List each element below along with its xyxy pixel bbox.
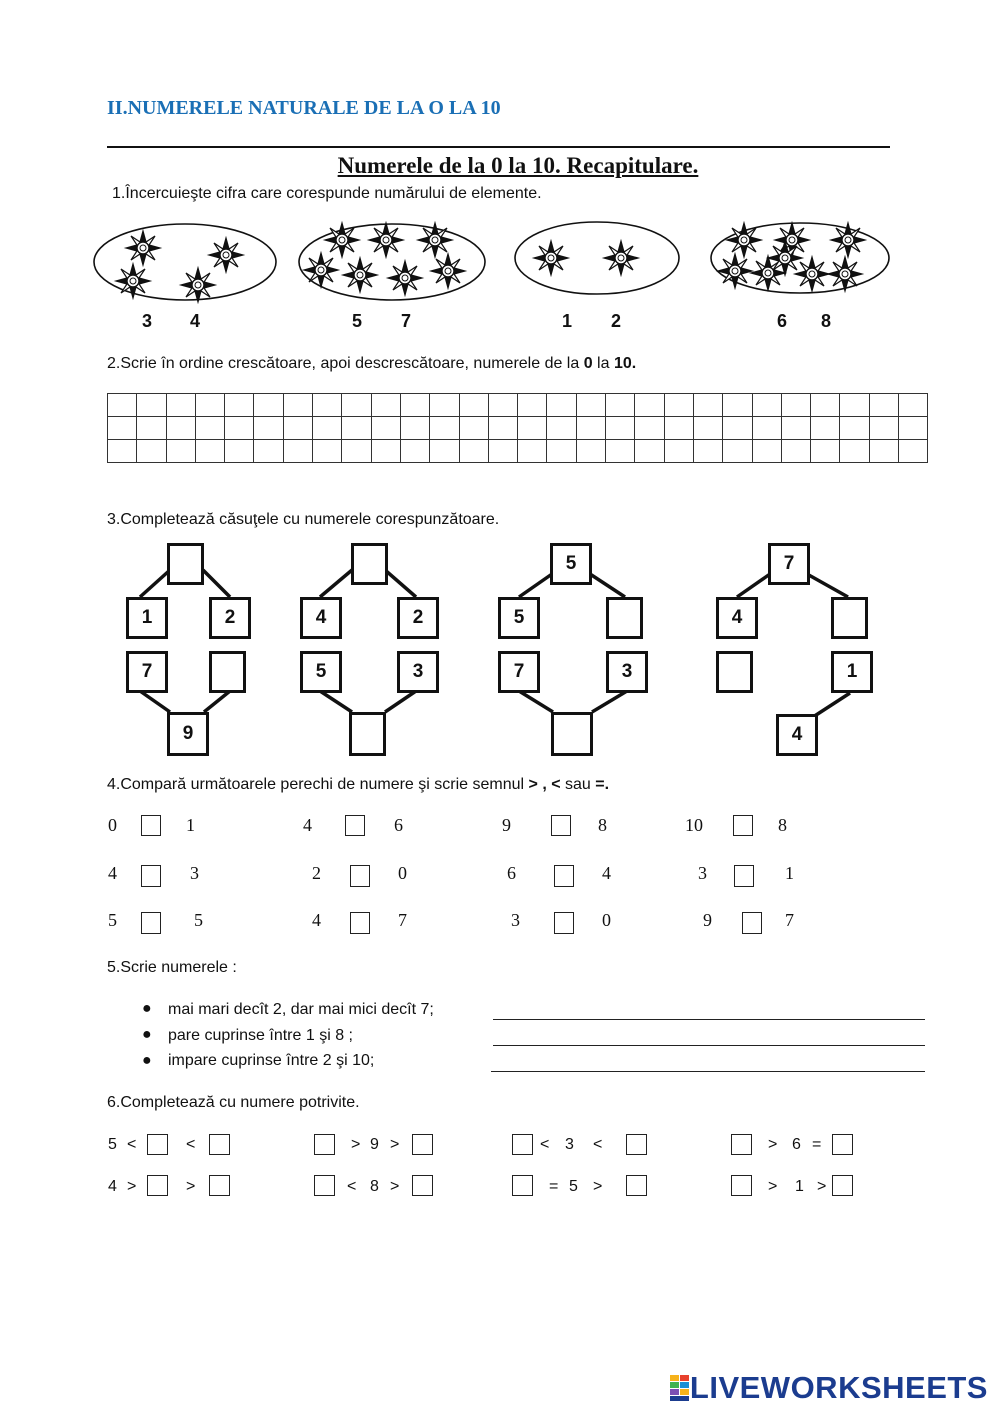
grid-cell[interactable] [108,440,137,463]
expr-token: > [390,1136,400,1153]
grid-cell[interactable] [840,440,869,463]
expr-token: > [768,1136,778,1153]
expr-token: 5 [569,1178,578,1195]
grid-cell[interactable] [781,394,810,417]
grid-cell[interactable] [108,417,137,440]
diagram-box[interactable] [716,651,753,693]
fill-box[interactable] [147,1175,168,1196]
grid-row [108,440,928,463]
grid-cell[interactable] [606,440,635,463]
compare-box[interactable] [141,912,161,934]
grid-cell[interactable] [899,394,928,417]
task4-instruction: 4.Compară următoarele perechi de numere şi scrie semnul > , < sau =. [107,776,610,793]
grid-cell[interactable] [313,440,342,463]
diagram-box[interactable] [351,543,388,585]
section-title: II.NUMERELE NATURALE DE LA O LA 10 [107,97,501,119]
compare-left: 4 [108,863,117,883]
grid-cell[interactable] [693,394,722,417]
sun-icon [431,254,465,288]
diagram-connectors [0,540,1000,760]
compare-box[interactable] [350,912,370,934]
grid-cell[interactable] [342,440,371,463]
grid-cell[interactable] [400,440,429,463]
grid-cell[interactable] [225,394,254,417]
bullet-icon: ● [142,1000,152,1017]
compare-box[interactable] [554,865,574,887]
grid-cell[interactable] [840,417,869,440]
sun-icon [116,264,150,298]
option[interactable]: 1 [562,311,573,331]
bullet-icon: ● [142,1052,152,1069]
diagram-box[interactable]: 5 [498,597,540,639]
grid-cell[interactable] [693,417,722,440]
fill-box[interactable] [731,1175,752,1196]
star-group-1 [94,224,276,302]
fill-box[interactable] [412,1175,433,1196]
grid-row [108,394,928,417]
compare-right: 3 [190,863,199,883]
option[interactable]: 3 [142,311,153,331]
grid-cell[interactable] [488,417,517,440]
grid-cell[interactable] [225,417,254,440]
grid-cell[interactable] [752,417,781,440]
fill-box[interactable] [832,1134,853,1155]
compare-box[interactable] [141,865,161,887]
grid-cell[interactable] [459,440,488,463]
diagram-box[interactable]: 3 [397,651,439,693]
expr-token: 4 [108,1178,117,1195]
expr-token: 1 [795,1178,804,1195]
diagram-box[interactable] [209,651,246,693]
diagram-box[interactable]: 1 [126,597,168,639]
compare-right: 0 [398,863,407,883]
diagram-box[interactable]: 3 [606,651,648,693]
expr-token: > [351,1136,361,1153]
diagram-box[interactable] [349,712,386,756]
sun-icon [181,268,215,302]
compare-right: 0 [602,910,611,930]
grid-cell[interactable] [342,417,371,440]
grid-cell[interactable] [664,440,693,463]
expr-token: 8 [370,1178,379,1195]
diagram-box[interactable] [551,712,593,756]
grid-cell[interactable] [899,440,928,463]
fill-box[interactable] [626,1134,647,1155]
grid-cell[interactable] [195,417,224,440]
task2-instruction: 2.Scrie în ordine crescătoare, apoi descrescătoare, numerele de la 0 la 10. [107,355,637,372]
compare-box[interactable] [551,815,571,836]
sun-icon [343,258,377,292]
option[interactable]: 8 [821,311,832,331]
fill-box[interactable] [314,1175,335,1196]
grid-cell[interactable] [518,440,547,463]
sun-icon [831,223,865,257]
sun-icon [534,241,568,275]
sun-icon [795,257,829,291]
grid-cell[interactable] [693,440,722,463]
grid-cell[interactable] [400,394,429,417]
expr-token: < [540,1136,550,1153]
diagram-box[interactable]: 4 [716,597,758,639]
logo-text: LIVEWORKSHEETS [689,1370,988,1405]
page-title: Numerele de la 0 la 10. Recapitulare. [337,153,699,178]
grid-row [108,417,928,440]
grid-cell[interactable] [576,440,605,463]
fill-box[interactable] [626,1175,647,1196]
diagram-box[interactable]: 5 [550,543,592,585]
task3-instruction: 3.Completează căsuţele cu numerele corespunzătoare. [107,511,500,528]
compare-left: 6 [507,863,516,883]
task1-instruction: 1.Încercuieşte cifra care corespunde numărului de elemente. [112,185,542,202]
sun-icon [325,223,359,257]
grid-cell[interactable] [488,394,517,417]
grid-cell[interactable] [752,394,781,417]
grid-cell[interactable] [313,394,342,417]
compare-box[interactable] [141,815,161,836]
grid-cell[interactable] [723,394,752,417]
task5-instruction: 5.Scrie numerele : [107,959,237,976]
grid-cell[interactable] [254,394,283,417]
compare-left: 0 [108,815,117,835]
grid-cell[interactable] [606,394,635,417]
sun-icon [388,261,422,295]
diagram-box[interactable]: 5 [300,651,342,693]
grid-cell[interactable] [108,394,137,417]
expr-token: 5 [108,1136,117,1153]
grid-cell[interactable] [899,417,928,440]
grid-cell[interactable] [313,417,342,440]
grid-cell[interactable] [166,394,195,417]
sun-icon [369,223,403,257]
expr-token: < [593,1136,603,1153]
fill-box[interactable] [512,1175,533,1196]
grid-cell[interactable] [195,440,224,463]
compare-right: 5 [194,910,203,930]
grid-cell[interactable] [518,394,547,417]
option[interactable]: 7 [401,311,412,331]
compare-right: 7 [398,910,407,930]
grid-cell[interactable] [781,440,810,463]
grid-cell[interactable] [840,394,869,417]
grid-cell[interactable] [195,394,224,417]
option[interactable]: 5 [352,311,363,331]
task6-instruction: 6.Completează cu numere potrivite. [107,1094,360,1111]
diagram-box[interactable]: 1 [831,651,873,693]
compare-left: 3 [698,863,707,883]
option[interactable]: 2 [611,311,622,331]
fill-box[interactable] [731,1134,752,1155]
compare-right: 6 [394,815,403,835]
grid-cell[interactable] [137,394,166,417]
diagram-box[interactable]: 4 [776,714,818,756]
grid-cell[interactable] [459,417,488,440]
grid-cell[interactable] [752,440,781,463]
sun-icon [126,231,160,265]
option[interactable]: 6 [777,311,788,331]
star-group-2 [299,223,485,300]
grid-cell[interactable] [430,440,459,463]
compare-left: 9 [703,910,712,930]
expr-token: < [127,1136,137,1153]
grid-cell[interactable] [137,440,166,463]
grid-cell[interactable] [488,440,517,463]
grid-cell[interactable] [254,440,283,463]
compare-left: 10 [685,815,703,835]
grid-cell[interactable] [576,394,605,417]
sun-icon [768,241,802,275]
expr-token: < [347,1178,357,1195]
expr-token: > [390,1178,400,1195]
grid-cell[interactable] [723,417,752,440]
sun-icon [418,223,452,257]
grid-cell[interactable] [283,394,312,417]
grid-cell[interactable] [371,440,400,463]
grid-cell[interactable] [664,394,693,417]
grid-cell[interactable] [137,417,166,440]
grid-cell[interactable] [283,417,312,440]
expr-token: 3 [565,1136,574,1153]
answer-line[interactable] [493,1045,925,1046]
expr-token: < [186,1136,196,1153]
compare-box[interactable] [554,912,574,934]
grid-cell[interactable] [664,417,693,440]
grid-cell[interactable] [430,394,459,417]
compare-left: 4 [312,910,321,930]
compare-box[interactable] [350,865,370,887]
diagram-box[interactable]: 4 [300,597,342,639]
grid-cell[interactable] [518,417,547,440]
fill-box[interactable] [209,1134,230,1155]
compare-box[interactable] [742,912,762,934]
expr-token: = [549,1178,559,1195]
diagram-box[interactable]: 2 [209,597,251,639]
option[interactable]: 4 [190,311,201,331]
grid-cell[interactable] [723,440,752,463]
answer-grid[interactable] [107,393,928,463]
fill-box[interactable] [832,1175,853,1196]
compare-right: 7 [785,910,794,930]
expr-token: 9 [370,1136,379,1153]
compare-left: 3 [511,910,520,930]
diagram-box[interactable]: 7 [768,543,810,585]
diagram-box[interactable]: 2 [397,597,439,639]
sun-icon [304,253,338,287]
star-groups [88,218,908,306]
fill-box[interactable] [209,1175,230,1196]
compare-left: 5 [108,910,117,930]
diagram-box[interactable]: 7 [498,651,540,693]
compare-left: 9 [502,815,511,835]
compare-right: 4 [602,863,611,883]
expr-token: > [127,1178,137,1195]
fill-box[interactable] [314,1134,335,1155]
grid-cell[interactable] [606,417,635,440]
grid-cell[interactable] [166,440,195,463]
sun-icon [604,241,638,275]
compare-left: 2 [312,863,321,883]
expr-token: = [812,1136,822,1153]
answer-line[interactable] [491,1071,925,1072]
star-group-4 [711,223,889,293]
diagram-box[interactable]: 7 [126,651,168,693]
grid-cell[interactable] [400,417,429,440]
grid-cell[interactable] [371,394,400,417]
diagram-box[interactable]: 9 [167,712,209,756]
grid-cell[interactable] [371,417,400,440]
compare-right: 8 [598,815,607,835]
task5-item: pare cuprinse între 1 şi 8 ; [168,1027,353,1044]
compare-right: 1 [186,815,195,835]
grid-cell[interactable] [166,417,195,440]
sun-icon [727,223,761,257]
diagram-box[interactable] [606,597,643,639]
grid-cell[interactable] [342,394,371,417]
expr-token: > [817,1178,827,1195]
expr-token: > [768,1178,778,1195]
liveworksheets-logo [670,1370,988,1406]
grid-cell[interactable] [635,394,664,417]
answer-line[interactable] [493,1019,925,1020]
compare-box[interactable] [345,815,365,836]
compare-box[interactable] [733,815,753,836]
grid-cell[interactable] [869,440,898,463]
fill-box[interactable] [412,1134,433,1155]
sun-icon [718,254,752,288]
grid-cell[interactable] [547,440,576,463]
star-group-3 [515,222,679,294]
grid-cell[interactable] [430,417,459,440]
expr-token: > [593,1178,603,1195]
grid-cell[interactable] [869,417,898,440]
grid-cell[interactable] [576,417,605,440]
grid-cell[interactable] [547,417,576,440]
grid-cell[interactable] [635,417,664,440]
grid-cell[interactable] [459,394,488,417]
grid-cell[interactable] [811,417,840,440]
grid-cell[interactable] [635,440,664,463]
expr-token: 6 [792,1136,801,1153]
divider [107,146,890,148]
grid-cell[interactable] [781,417,810,440]
fill-box[interactable] [512,1134,533,1155]
diagram-box[interactable] [167,543,204,585]
compare-right: 1 [785,863,794,883]
grid-cell[interactable] [869,394,898,417]
grid-cell[interactable] [811,440,840,463]
expr-token: > [186,1178,196,1195]
compare-right: 8 [778,815,787,835]
task5-item: impare cuprinse între 2 şi 10; [168,1052,375,1069]
grid-cell[interactable] [225,440,254,463]
compare-left: 4 [303,815,312,835]
grid-cell[interactable] [547,394,576,417]
grid-cell[interactable] [283,440,312,463]
grid-cell[interactable] [254,417,283,440]
fill-box[interactable] [147,1134,168,1155]
diagram-box[interactable] [831,597,868,639]
bullet-icon: ● [142,1026,152,1043]
task5-item: mai mari decît 2, dar mai mici decît 7; [168,1001,434,1018]
compare-box[interactable] [734,865,754,887]
logo-badge-icon [670,1375,690,1401]
sun-icon [209,238,243,272]
grid-cell[interactable] [811,394,840,417]
sun-icon [828,257,862,291]
